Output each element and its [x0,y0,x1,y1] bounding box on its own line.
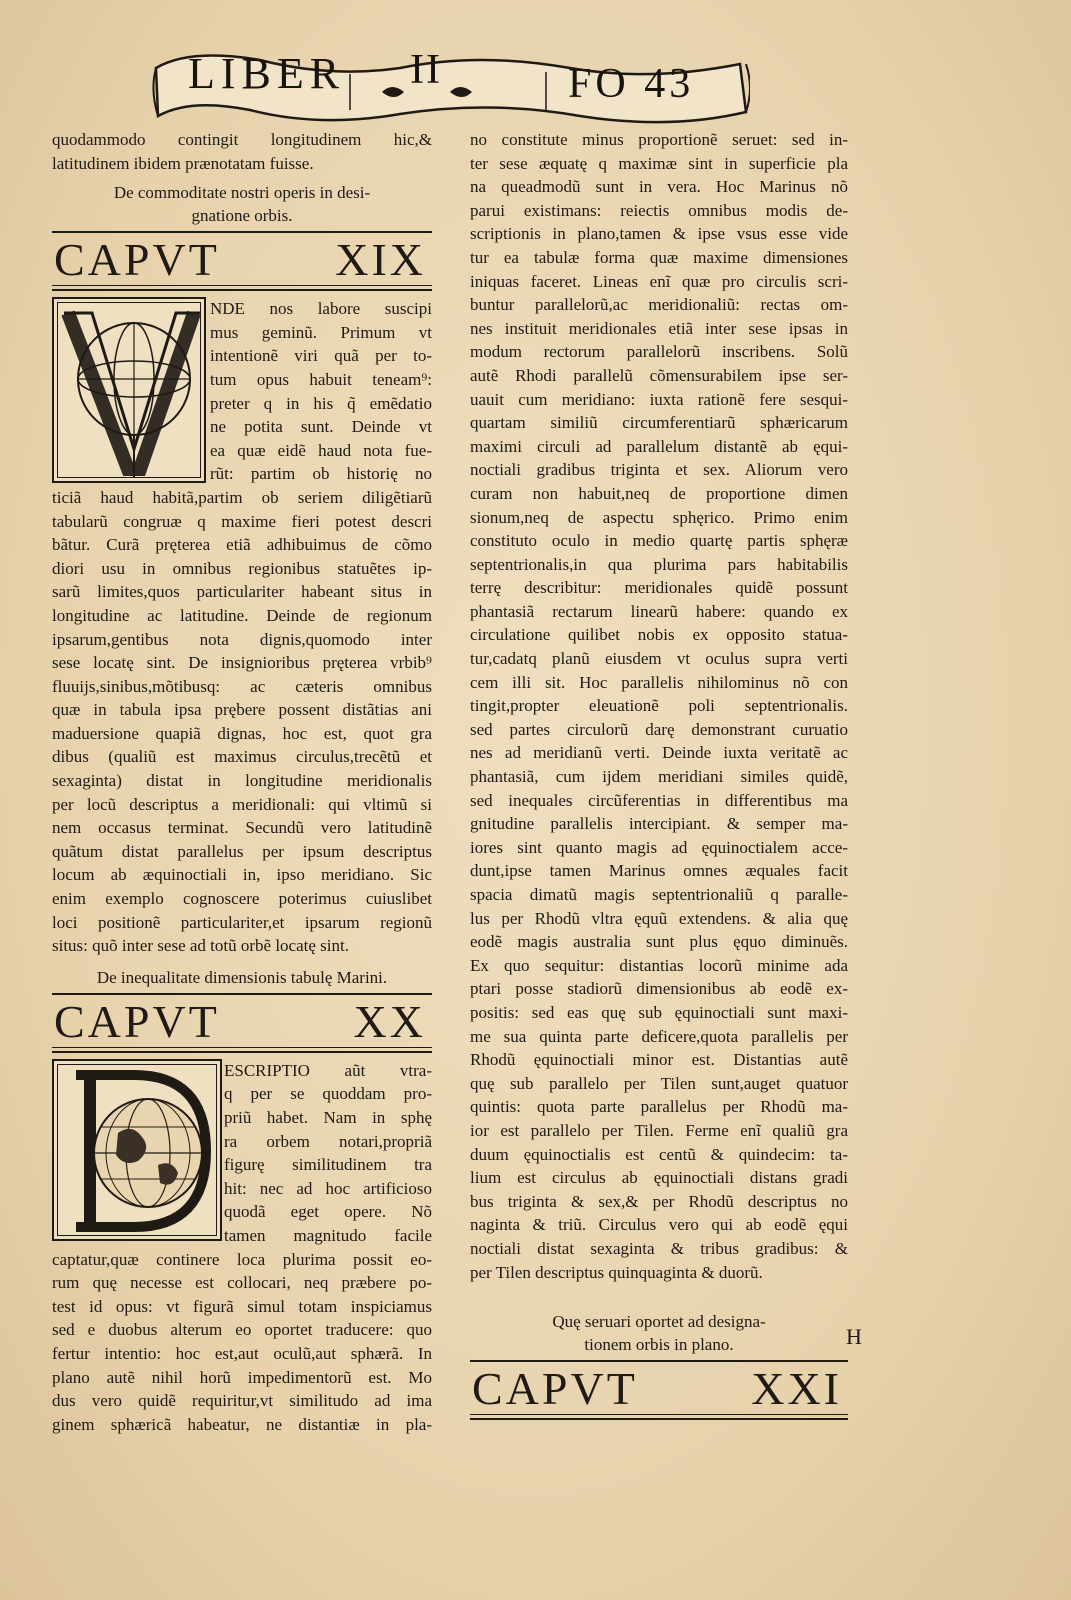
text-line: lus per Rhodũ vltra ęquũ extendens. & alia quę [470,908,848,928]
text-line: dibus (qualiũ est maximus circulus,trecẽtũ et [52,747,432,767]
chapter-label: CAPVT [54,995,220,1047]
text-line: quæ in tabula ipsa prębere possent distãtias ani [52,700,432,720]
text-line: figurę similitudinem tra [224,1155,432,1175]
text-line: noctiali distat sexaginta & tribus gradibus: & [470,1238,848,1258]
text-line: quintis: quota parte parallelus per Rhodũ ma- [470,1097,848,1117]
text-line: diori usu in omnibus regionibus statuẽtes ip- [52,558,432,578]
text-line: plano autẽ nihil horũ impedimentorũ est. Mo [52,1367,432,1387]
text-line: intentionẽ viri quã per to- [210,346,432,366]
text-line: modum rectorum parallelorũ inscribens. Solũ [470,342,848,362]
text-line: constituto oculo in medio quartę partis sphęræ [470,531,848,551]
armillary-sphere-icon [54,299,204,481]
text-line: curam non habuit,neq de proportione dimen [470,483,848,503]
text-line: bãtur. Curã pręterea etiã adhibuimus de cõmo [52,535,432,555]
chapter-heading-20 [52,993,432,1053]
header-liber: LIBER [188,49,346,98]
rubric-chapter-21 [470,1310,848,1356]
text-line: ior est parallelo per Tilen. Ferme enĩ qualiũ gra [470,1120,848,1140]
text-line: iniquas faceret. Lineas enĩ quæ pro circulis scri- [470,271,848,291]
chapter-20-body [52,1248,432,1437]
text-line: test id opus: vt figurã simul totam inspiciamus [52,1296,432,1316]
text-line: ptari posse stadiorũ dimensionibus ab eodẽ ex- [470,979,848,999]
chapter-20-beside-initial [224,1059,432,1248]
header-book-number: II [410,47,442,93]
text-line: sed inequales circũferentias in differentibus ma [470,790,848,810]
text-line: autẽ Rhodi parallelũ cõmensurabilem ipse ser- [470,365,848,385]
text-line: sarũ limites,quos particulariter habeant situs in [52,582,432,602]
text-line: positis: sed eas quę sub ęquinoctiali sunt maxi- [470,1002,848,1022]
rubric-line: Quę seruari oportet ad designa- [552,1312,766,1332]
text-line: duum ęquinoctialis est centũ & quindecim: ta- [470,1144,848,1164]
text-line: maduersione quapiã dignas, hoc est, quot gra [52,723,432,743]
rubric-line: De inequalitate dimensionis tabulę Marini. [96,967,388,987]
text-line: sese locatę sint. De insignioribus pręterea vrbib⁹ [52,653,432,673]
text-line: locum ab æquinoctiali in, ipso meridiano. Sic [52,865,432,885]
text-line: mus geminũ. Primum vt [210,322,432,342]
text-line: cem illi sit. Hoc parallelis nihilominus nõ con [470,672,848,692]
text-line: tum opus habuit teneam⁹: [210,369,432,389]
text-line: ter sese æquatę q maximæ sint in superficie pla [470,153,848,173]
text-line: rum quę necesse est collocari, neq præbere po- [52,1273,432,1293]
text-line: septentrionalis,in qua plurima pars habitabilis [470,554,848,574]
text-line: ginem sphæricã habeatur, ne distantiæ in pla- [52,1414,432,1434]
header-folio-label [568,60,694,108]
text-line: phantasiã, cum ijdem meridiani similes quidẽ, [470,767,848,787]
text-line: nes instituit meridionales etiã inter sese ipsas in [470,318,848,338]
text-line: no constitute minus proportionẽ seruet: sed in- [470,130,848,149]
text-line: dus vero quidẽ requiritur,vt similitudo ad ima [52,1391,432,1411]
text-line: fluuijs,sinibus,mõtibusq: ac cæteris omnibus [52,676,432,696]
text-line: tingit,propter eleuationẽ poli septentrionalis. [470,696,848,716]
text-line: situs: quõ inter sese ad totũ orbẽ locatę sint. [52,936,349,956]
chapter-label: CAPVT [472,1363,638,1415]
text-line: Ex quo sequitur: distantias locorũ minime ada [470,955,848,975]
text-line: latitudinem ibidem prænotatam fuisse. [52,153,314,173]
text-line: tamen magnitudo facile [224,1225,432,1245]
text-line: uauit cum meridiano: iuxta rationẽ fere sesqui- [470,389,848,409]
text-line: buntur parallelorũ,ac meridionaliũ: rectas om- [470,295,848,315]
text-line: dunt,ipse tamen Marinus omnes æquales facit [470,861,848,881]
text-line: naginta & triũ. Circulus vero qui ab eodẽ ęqui [470,1215,848,1235]
text-line: lium est circulus ab ęquinoctiali distans gradi [470,1168,848,1188]
rubric-line: gnatione orbis. [191,206,293,226]
rubric-line: tionem orbis in plano. [584,1335,734,1355]
text-line: hit: nec ad hoc artificioso [224,1178,432,1198]
chapter-19-body [52,486,432,958]
woodcut-initial-v [52,297,206,483]
header-fo: FO [568,61,630,107]
text-line: nem occasus terminat. Secundũ vero latitudinẽ [52,818,432,838]
text-line: ticiã haud habitã,partim ob seriem diligẽtiarũ [52,487,432,507]
text-line: bus triginta & sex,& per Rhodũ descriptus no [470,1191,848,1211]
text-line: longitudine ac latitudine. Deinde de regionum [52,605,432,625]
text-line: gnitudine parallelis intercipiant. & semper ma- [470,814,848,834]
text-line: enim exemplo cognoscere poterimus cuiuslibet [52,889,432,909]
text-line: nes ad meridianũ verti. Deinde iuxta veritatẽ ac [470,743,848,763]
chapter-19-opening [52,297,432,486]
chapter-20-opening [52,1059,432,1248]
text-line: me sua quinta parte deficere,quota parallelis per [470,1026,848,1046]
text-line: rũt: partim ob historię no [210,464,432,484]
text-line: quãtum distat parallelus per ipsum descriptus [52,841,432,861]
text-line: preter q in his q̃ emẽdatio [210,393,432,413]
text-line: terrę describitur: meridionales quidẽ possunt [470,578,848,598]
text-line: ne potita sunt. Deinde vt [210,417,432,437]
globe-icon [54,1061,220,1239]
text-line: ra orbem notari,propriã [224,1131,432,1151]
text-line: ea quæ eidẽ haud nota fue- [210,440,432,460]
text-line: ESCRIPTIO aũt vtra- [224,1060,432,1080]
text-line: spacia dimatũ magis septentrionaliũ q paralle- [470,885,848,904]
header-folio-number: 43 [644,61,695,107]
text-line: fertur intentio: hoc est,aut oculũ,aut sphærã. In [52,1343,432,1363]
text-line: NDE nos labore suscipi [210,299,432,319]
text-line: priũ habet. Nam in sphę [224,1108,432,1127]
text-line: circulatione quilibet nobis ex opposito statua- [470,625,848,645]
chapter-20-continuation [470,128,848,1284]
text-line: ipsarum,gentibus nota dignis,quomodo inter [52,629,432,649]
text-line: quodã eget opere. Nõ [224,1202,432,1222]
text-line: tur ea tabulæ forma quæ maxime dimensiones [470,247,848,267]
rubric-chapter-19 [52,181,432,227]
text-line: iores sint quanto magis ad ęquinoctialem acce- [470,837,848,857]
text-line: sed e duobus alterum eo oportet traducere: quo [52,1320,432,1340]
text-line: tur,cadatq planũ eiusdem vt oculus supra verti [470,649,848,669]
rubric-line: De commoditate nostri operis in desi- [113,183,371,203]
chapter-number: XIX [335,234,426,286]
text-line: scriptionis in plano,tamen & ipse vsus esse vide [470,224,848,244]
chapter-number: XX [353,995,426,1047]
text-line: loci positionẽ particulariter,et ipsarum regionũ [52,912,432,932]
left-column [52,128,432,1436]
text-line: per Tilen descriptus quinquaginta & duorũ. [470,1262,763,1282]
header-banner [150,38,750,130]
text-line: Rhodũ ęquinoctiali minor est. Distantias autẽ [470,1050,848,1070]
text-line: sexaginta) distat in longitudine meridionalis [52,771,432,791]
chapter-label: CAPVT [54,234,220,286]
text-line: noctiali gradibus triginta et sex. Aliorum vero [470,460,848,480]
chapter-heading-21 [470,1360,848,1420]
chapter-19-beside-initial [210,297,432,486]
signature-mark: H [846,1324,862,1349]
text-line: per locũ descriptus a meridionali: qui vltimũ si [52,794,432,814]
text-line: captatur,quæ continere loca plurima possit eo- [52,1249,432,1269]
text-line: parui existimans: reiectis omnibus modis de- [470,200,848,220]
text-line: eodẽ magis australia sunt plus ęquo diminuẽs. [470,932,848,952]
text-line: sed partes circulorũ darę demonstrant curuatio [470,719,848,739]
rubric-chapter-20 [52,966,432,989]
text-line: na queadmodũ sunt in vera. Hoc Marinus nõ [470,177,848,197]
text-line: q per se quoddam pro- [224,1084,432,1104]
text-line: tabularũ congruæ q maxime fieri potest descri [52,511,432,531]
chapter-heading-19 [52,231,432,291]
woodcut-initial-d [52,1059,222,1241]
text-line: quodammodo contingit longitudinem hic,& [52,130,432,149]
text-line: quę sub parallelo per Tilen sunt,auget quatuor [470,1073,848,1093]
text-line: maximi circuli ad parallelum distantẽ ab ęqui- [470,436,848,456]
text-line: phantasiã rectarum linearũ habere: quando ex [470,601,848,621]
text-line: quartam similiũ circumferentiarũ sphæricarum [470,413,848,433]
right-column [470,128,848,1426]
chapter-number: XXI [751,1363,842,1415]
text-line: sionum,neq de aspectu sphęrico. Primo enim [470,507,848,527]
